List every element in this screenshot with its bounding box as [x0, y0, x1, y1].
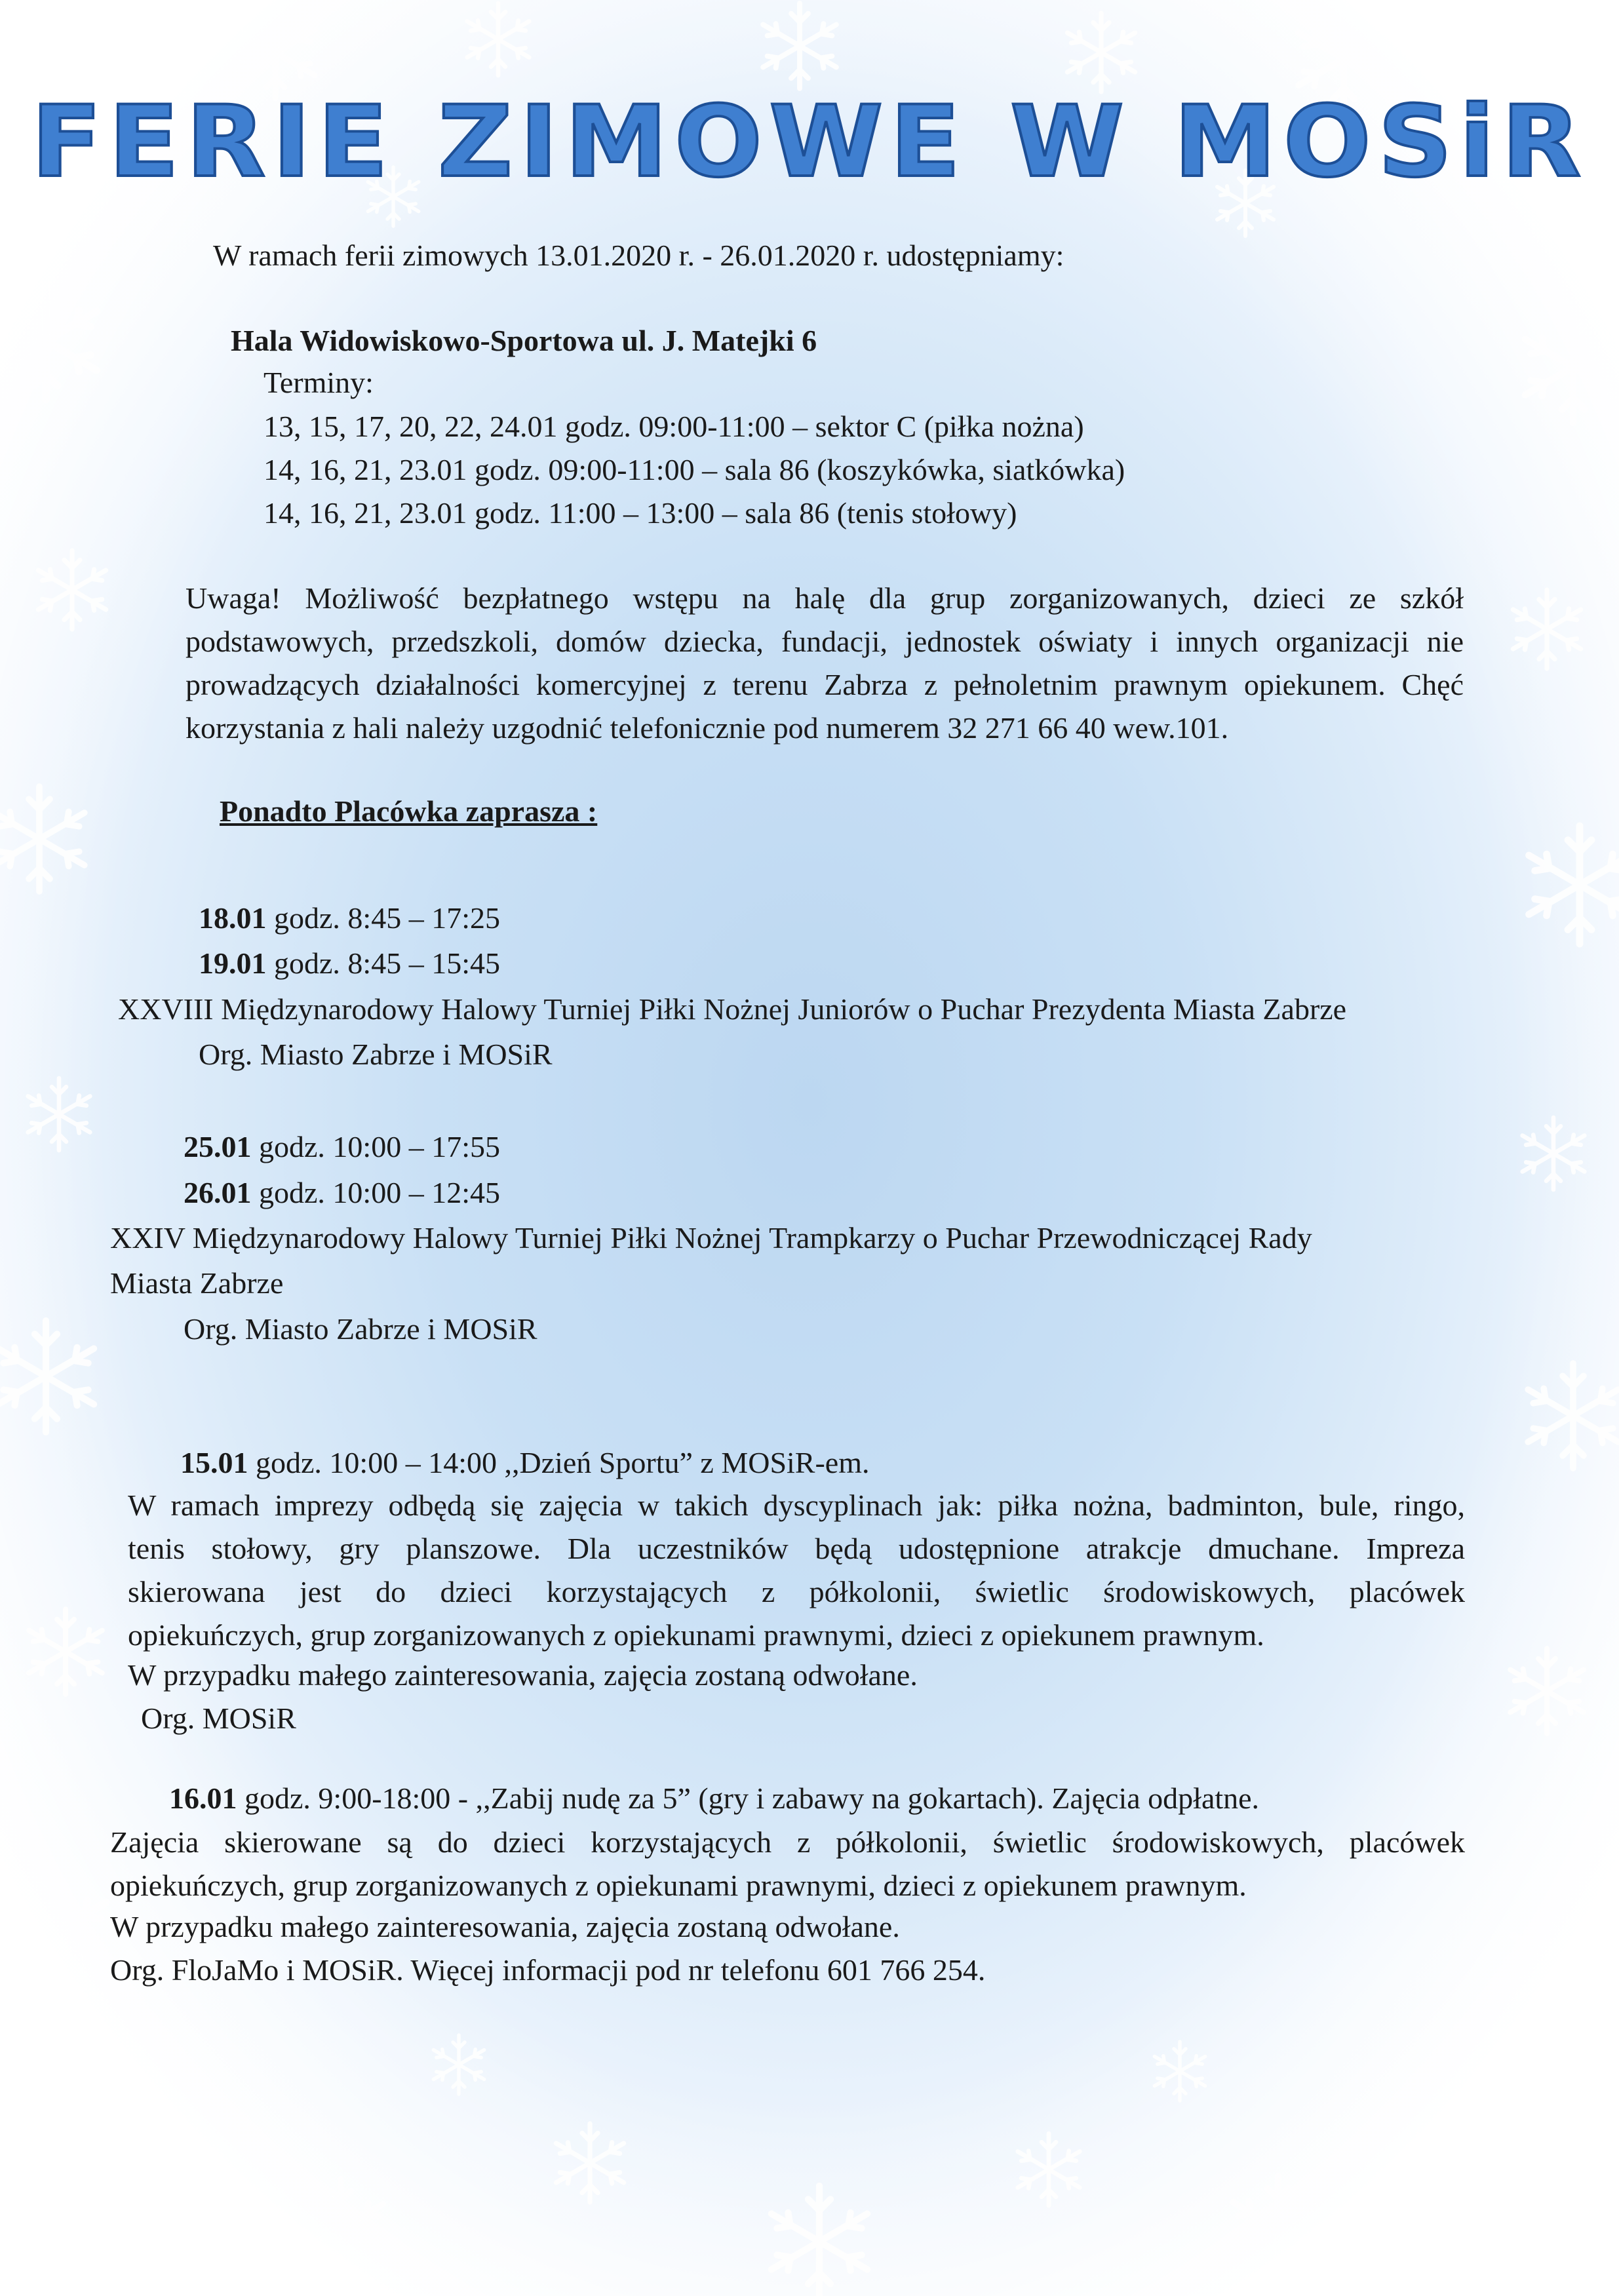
notice-line: Uwaga! Możliwość bezpłatnego wstępu na halę dla grup zorganizowanych, dzieci ze szkół: [185, 581, 1464, 615]
hall-name: Hala Widowiskowo-Sportowa ul. J. Matejki 6: [231, 324, 817, 357]
event1-date2: 19.01 godz. 8:45 – 15:45: [199, 946, 500, 980]
event3-desc-line: skierowana jest do dzieci korzystających z półkolonii, świetlic środowiskowych, placówek: [128, 1575, 1465, 1608]
notice-line: korzystania z hali należy uzgodnić telefonicznie pod numerem 32 271 66 40 wew.101.: [185, 711, 1229, 745]
invite-heading: Ponadto Placówka zaprasza :: [220, 794, 598, 828]
event2-name: XXIV Międzynarodowy Halowy Turniej Piłki Nożnej Trampkarzy o Puchar Przewodniczącej Rady: [110, 1221, 1312, 1255]
event4-description: [110, 1821, 1465, 1907]
event4-cancel-note: W przypadku małego zainteresowania, zajęcia zostaną odwołane.: [110, 1910, 900, 1943]
event2-org: Org. Miasto Zabrze i MOSiR: [184, 1312, 537, 1346]
term-line: 14, 16, 21, 23.01 godz. 09:00-11:00 – sala 86 (koszykówka, siatkówka): [263, 453, 1125, 486]
event3-description: [128, 1484, 1465, 1657]
term-line: 13, 15, 17, 20, 22, 24.01 godz. 09:00-11:00 – sektor C (piłka nożna): [263, 410, 1084, 443]
event3-cancel-note: W przypadku małego zainteresowania, zajęcia zostaną odwołane.: [128, 1658, 918, 1692]
intro-text: W ramach ferii zimowych 13.01.2020 r. - 26.01.2020 r. udostępniamy:: [213, 239, 1064, 272]
event3-header: 15.01 godz. 10:00 – 14:00 ,,Dzień Sportu” z MOSiR-em.: [180, 1446, 870, 1479]
event3-org: Org. MOSiR: [141, 1702, 296, 1735]
terms-label: Terminy:: [263, 366, 374, 399]
notice-line: prowadzących działalności komercyjnej z terenu Zabrza z pełnoletnim prawnym opiekunem. Chęć: [185, 668, 1464, 701]
term-line: 14, 16, 21, 23.01 godz. 11:00 – 13:00 – sala 86 (tenis stołowy): [263, 496, 1017, 530]
event2-name-cont: Miasta Zabrze: [110, 1266, 284, 1300]
event4-header: 16.01 godz. 9:00-18:00 - ,,Zabij nudę za 5” (gry i zabawy na gokartach). Zajęcia odpłatne.: [169, 1781, 1260, 1815]
notice-paragraph: [185, 577, 1464, 750]
event3-desc-line: opiekuńczych, grup zorganizowanych z opiekunami prawnymi, dzieci z opiekunem prawnym.: [128, 1618, 1264, 1652]
event1-date1: 18.01 godz. 8:45 – 17:25: [199, 901, 500, 935]
event4-org: Org. FloJaMo i MOSiR. Więcej informacji pod nr telefonu 601 766 254.: [110, 1953, 986, 1987]
event3-desc-line: W ramach imprezy odbędą się zajęcia w takich dyscyplinach jak: piłka nożna, badminton, bule, ringo,: [128, 1489, 1465, 1522]
event3-desc-line: tenis stołowy, gry planszowe. Dla uczestników będą udostępnione atrakcje dmuchane. Impreza: [128, 1532, 1465, 1565]
event2-date2: 26.01 godz. 10:00 – 12:45: [184, 1176, 500, 1209]
poster-title: FERIE ZIMOWE W MOSiR: [31, 85, 1588, 199]
notice-line: podstawowych, przedszkoli, domów dziecka, fundacji, jednostek oświaty i innych organizacji nie: [185, 625, 1464, 658]
event4-desc-line: Zajęcia skierowane są do dzieci korzystających z półkolonii, świetlic środowiskowych, placówek: [110, 1825, 1465, 1859]
event1-name: XXVIII Międzynarodowy Halowy Turniej Piłki Nożnej Juniorów o Puchar Prezydenta Miasta Zabrze: [118, 992, 1347, 1026]
event4-desc-line: opiekuńczych, grup zorganizowanych z opiekunami prawnymi, dzieci z opiekunem prawnym.: [110, 1869, 1247, 1902]
event1-org: Org. Miasto Zabrze i MOSiR: [199, 1038, 553, 1071]
event2-date1: 25.01 godz. 10:00 – 17:55: [184, 1130, 500, 1163]
